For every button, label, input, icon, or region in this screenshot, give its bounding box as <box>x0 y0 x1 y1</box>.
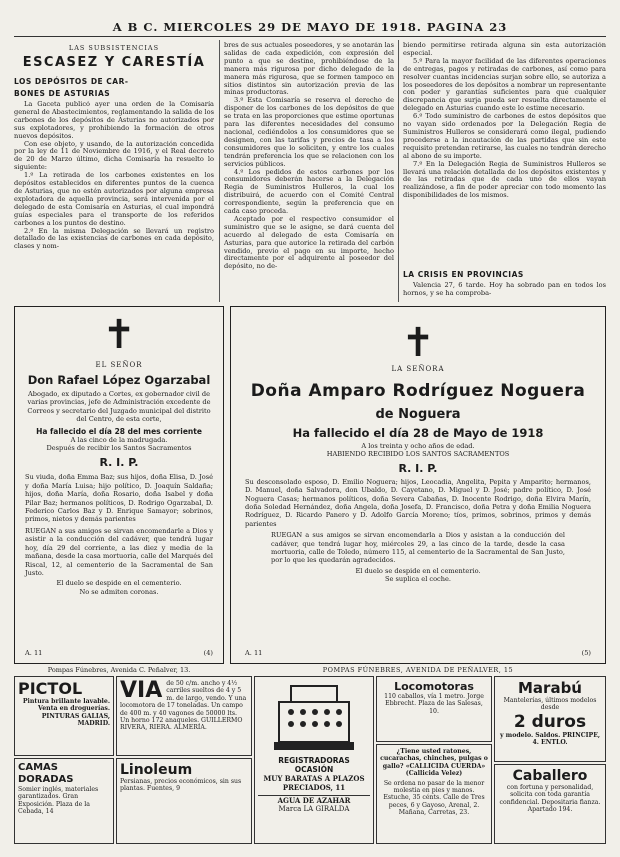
ad-locomotoras <box>376 676 492 742</box>
obituary-footer-2: POMPAS FÚNEBRES, AVENIDA DE PEÑALVER, 15 <box>322 666 514 674</box>
cross-icon: ✝ <box>102 312 136 358</box>
obituary-age: A los treinta y ocho años de edad. <box>361 442 475 450</box>
obituary-label: EL SEÑOR <box>95 361 143 369</box>
ad-title: Caballero <box>512 768 588 784</box>
ad-text: Somier inglés, materiales garantizados. Gran Exposición. Plaza de la Cebada, 14 <box>18 786 99 816</box>
ad-giralda: Marca LA GIRALDA <box>278 805 350 814</box>
ad-text-extra: Se ordena no pasar de la menor molestia en pies y manos. Estuche, 35 cénts. Calle de Tres peces, 6 y Gayoso, Arenal, 2. Mañana, Carretas, 23. <box>383 779 485 817</box>
obituary-bio: Abogado, ex diputado a Cortes, ex gobernador civil de varias provincias, jefe de Administración excedente de Correos y secretario del Juzgado municipal del distrito del Centro, de esta corte, <box>27 390 211 424</box>
ad-camas <box>14 758 114 844</box>
ad-text: 110 caballos, vía 1 metro. Jorge Ebbrecht. Plaza de las Salesas, 10. <box>384 693 484 715</box>
ad-title: Linoleum <box>120 762 193 778</box>
paragraph: 4.º Los pedidos de estos carbones por los consumidores deberán hacerse a la Delegación Regia de Suministros Hulleros, la cual los distribuirá, de acuerdo con el Comité Central correspondiente, según la preferencia que en cada caso proceda. <box>224 167 394 216</box>
paragraph: Aceptado por el respectivo consumidor el suministro que se le asigne, se dará cuenta del acuerdo al delegado de esta Comisaría en Asturias, para que autorice la retirada del carbón vendido, previo el pago en su importe, hecho directamente por el adquirente al poseedor del depósito, no de- <box>224 214 394 271</box>
obituary-died: Ha fallecido el día 28 de Mayo de 1918 <box>292 426 544 440</box>
ad-text: Persianas, precios económicos, sin sus plantas. Fuentes, 9 <box>120 778 242 793</box>
paragraph: 5.º Para la mayor facilidad de las diferentes operaciones de entregas, pagos y retiradas de carbones, así como para resolver cuantas incidencias surjan sobre ello, se autoriza a los poseedores de los depósitos a nombrar un representante con poder y garantías suficientes para que cualquier discrepancia que surja pueda ser resuelta directamente el delegado en Asturias cuando este lo estime necesario. <box>403 56 606 113</box>
ad-text: y modelo. Saldos. PRINCIPE, 4. ENTLO. <box>499 731 601 747</box>
ad-callicida <box>376 744 492 844</box>
paragraph: 3.º Esta Comisaría se reserva el derecho de disponer de los carbones de los depósitos de que se trata en las proporciones que estime oportunas para las diferentes necesidades del consumo nacional, cediéndolos a los consumidores que se designen, con las tarifas y precios de tasa a los consumidores que lo soliciten, y entre los cuales tendrán preferencia los que se relacionen con los servicios públicos. <box>224 96 394 168</box>
ad-price: 2 duros <box>513 711 587 732</box>
obituary-label: LA SEÑORA <box>391 365 445 373</box>
column-divider <box>219 40 220 302</box>
obituary-ref: A. 11 <box>245 648 263 657</box>
ad-registradoras <box>254 676 374 844</box>
ad-title: CAMAS DORADAS <box>18 762 74 785</box>
obituary-name: Doña Amparo Rodríguez Noguera <box>250 381 586 401</box>
obituary-duel: El duelo se despide en el cementerio. <box>56 579 182 588</box>
obituary-died: Ha fallecido el día 28 del mes corriente <box>36 426 202 436</box>
page-header: A B C. MIERCOLES 29 DE MAYO DE 1918. PAGINA 23 <box>112 20 508 34</box>
obituary-request: RUEGAN a sus amigos se sirvan encomendarla a Dios y asistan a la conducción del cadáver, que tendrá lugar hoy, miércoles 29, a las cinco de la tarde, desde la casa mortuoria, calle de Toledo, número 115, al cementerio de la Sacramental de San Justo, por lo que les quedarán agradecidos. <box>271 531 565 565</box>
obituary-footer-1: Pompas Fúnebres, Avenida C. Peñalver, 13. <box>47 666 191 674</box>
obituary-box-2 <box>230 306 606 664</box>
paragraph: biendo permitirse retirada alguna sin esta autorización especial. <box>403 42 606 57</box>
ad-title: PICTOL <box>18 679 83 698</box>
crisis-title: LA CRISIS EN PROVINCIAS <box>403 270 524 279</box>
obituary-ref: A. 11 <box>25 648 43 657</box>
column-divider <box>398 40 399 302</box>
obituary-rip: R. I. P. <box>398 461 438 475</box>
section-label: LAS SUBSISTENCIAS <box>68 44 160 52</box>
obituary-duel: El duelo se despide en el cementerio. <box>355 566 481 575</box>
paragraph: Valencia 27, 6 tarde. Hoy ha sobrado pan en todos los hornos, y se ha comproba- <box>403 282 606 297</box>
obituary-name: Don Rafael López Ogarzabal <box>27 373 211 387</box>
ad-azahar: AGUA DE AZAHAR <box>258 795 370 805</box>
paragraph: 7.º En la Delegación Regia de Suministros Hulleros se llevará una relación detallada de los depósitos existentes y de las retiradas que de cada uno de ellos vayan realizándose, a fin de poder apreciar con todo momento las disponibilidades de los mismos. <box>403 159 606 200</box>
paragraph: 6.º Todo suministro de carbones de estos depósitos que no vayan sido ordenados por la Delegación Regia de Suministros Hulleros se considerará como ilegal, pudiendo procederse a la incautación de las partidas que sin este requisito pretendan retirarse, las cuales no tendrán derecho al abono de su importe. <box>403 112 606 160</box>
obituary-request: RUEGAN a sus amigos se sirvan encomendarle a Dios y asistir a la conducción del cadáver, que tendrá lugar hoy, día 29 del corriente, a las diez y media de la mañana, desde la casa mortuoria, calle del Marqués del Riscal, 12, al cementerio de la Sacramental de San Justo. <box>25 526 213 577</box>
article-column-1 <box>14 101 214 301</box>
obituary-carriage: Se suplica el coche. <box>384 575 451 584</box>
ad-text: MUY BARATAS A PLAZOS PRECIADOS, 11 <box>263 774 365 793</box>
header-rule <box>14 36 606 37</box>
obituary-name-2: de Noguera <box>375 407 461 422</box>
obituary-box-1 <box>14 306 224 664</box>
ad-title: Marabú <box>518 679 582 697</box>
crisis-text <box>403 282 606 302</box>
ad-title: REGISTRADORAS OCASIÓN <box>278 756 350 775</box>
article-column-2 <box>224 42 394 302</box>
ad-pictol <box>14 676 114 756</box>
paragraph: La Gaceta publicó ayer una orden de la Comisaría general de Abastecimientos, reglamentando la salida de los carbones de los depósitos de Asturias no autorizados por sus explotadores, y prohibiendo la formación de otros nuevos depósitos. <box>14 101 214 140</box>
obituary-family: Su viuda, doña Emma Baz; sus hijos, doña Elisa, D. José y doña María Luisa; hijo político, D. Joaquín Saldaña; hijos, doña María, doña Rosario, doña Isabel y doña Pilar Baz; hermanos políticos, D. Rodrigo Ogarzabal, D. Federico Carlos Baz y D. Enrique Samayor; sobrinos, primos, nietos y demás parientes <box>25 473 213 524</box>
ad-text: de 50 c/m. ancho y 4½ carriles sueltos de 4 y 5 m. de largo, vendo. Y una locomotora de 17 toneladas. Un campo de 400 m. y 40 vagones de 50000 lts. Un horno 172 anaqueles. GUILLERMO RIVERA, RIERA. ALMERÍA. <box>120 680 247 732</box>
paragraph: Con ese objeto, y usando, de la autorización concedida por la ley de 11 de Noviembre de 1916, y el Real decreto de 20 de Marzo último, dicha Comisaría ha resuelto lo siguiente: <box>14 139 214 172</box>
article-subtitle-2: BONES DE ASTURIAS <box>14 89 111 98</box>
cash-register-icon <box>269 680 359 752</box>
obituary-family: Su desconsolado esposo, D. Emilio Noguera; hijos, Leocadia, Angelita, Pepita y Amparito; hermanos, D. Manuel, doña Salvadora, don Ubaldo, D. Cayetano, D. Miguel y D. José; padre político, D. José Noguera Casas; hermanos políticos, doña Severa Cabañas, D. Inocente Rodrigo, doña Elvira Marín, doña Soledad Hernández, doña Angela, doña Josefa, D. Francisco, doña Petra y doña Emilia Noguera Rodríguez, D. Ricardo Panero y D. Adolfo García Moreno; tíos, primos, sobrinos, primos y demás parientes <box>245 477 591 528</box>
obituary-rip: R. I. P. <box>99 456 139 470</box>
paragraph: 1.º La retirada de los carbones existentes en los depósitos establecidos en diferentes puntos de la cuenca de Asturias, que no estén autorizados por alguna empresa explotadora de aquella provincia, será intervenida por el delegado de esta Comisaría en Asturias, el cual impondrá guías especiales para el transporte de los referidos carbones a los puntos de destino. <box>14 171 214 227</box>
article-title: ESCASEZ Y CARESTÍA <box>22 55 206 70</box>
ad-title: Locomotoras <box>394 680 474 693</box>
paragraph: 2.º En la misma Delegación se llevará un registro detallado de las existencias de carbones en cada depósito, clases y nom- <box>14 226 214 251</box>
ad-via <box>116 676 252 756</box>
obituary-number: (4) <box>203 648 213 657</box>
obituary-number: (5) <box>581 648 591 657</box>
ad-subtitle: Mantelerías, últimos modelos desde <box>503 697 597 712</box>
ad-text: Pintura brillante lavable. Venta en droguerías. PINTURAS GALIAS, MADRID. <box>22 698 110 728</box>
ad-caballero <box>494 764 606 844</box>
obituary-sacraments: HABIENDO RECIBIDO LOS SANTOS SACRAMENTOS <box>326 450 510 459</box>
ad-marabu <box>494 676 606 762</box>
cross-icon: ✝ <box>401 320 435 366</box>
obituary-wreaths: No se admiten coronas. <box>79 587 159 596</box>
obituary-sacraments: Después de recibir los Santos Sacramentos <box>46 444 192 453</box>
paragraph: bres de sus actuales poseedores, y se anotarán las salidas de cada expedición, con expresión del punto a que se destine, prohibiéndose de la manera más rigurosa por dicho delegado de la manera más rigurosa, que se formen tampoco en sitios distintos sin autorización previa de las minas productoras. <box>224 42 394 97</box>
ad-text: ¿Tiene usted ratones, cucarachas, chinches, pulgas o gallo? «CALLICIDA CUERDA» (Callicida Velez) <box>380 748 488 778</box>
article-subtitle-1: LOS DEPÓSITOS DE CAR- <box>14 77 129 86</box>
ad-title: VIA <box>120 678 163 703</box>
article-column-3 <box>403 42 606 268</box>
obituary-time: A las cinco de la madrugada. <box>70 435 168 444</box>
ad-linoleum <box>116 758 252 844</box>
ad-text: con fortuna y personalidad, solicita con toda garantía confidencial. Depositaria fianza. Apartado 194. <box>499 784 601 814</box>
